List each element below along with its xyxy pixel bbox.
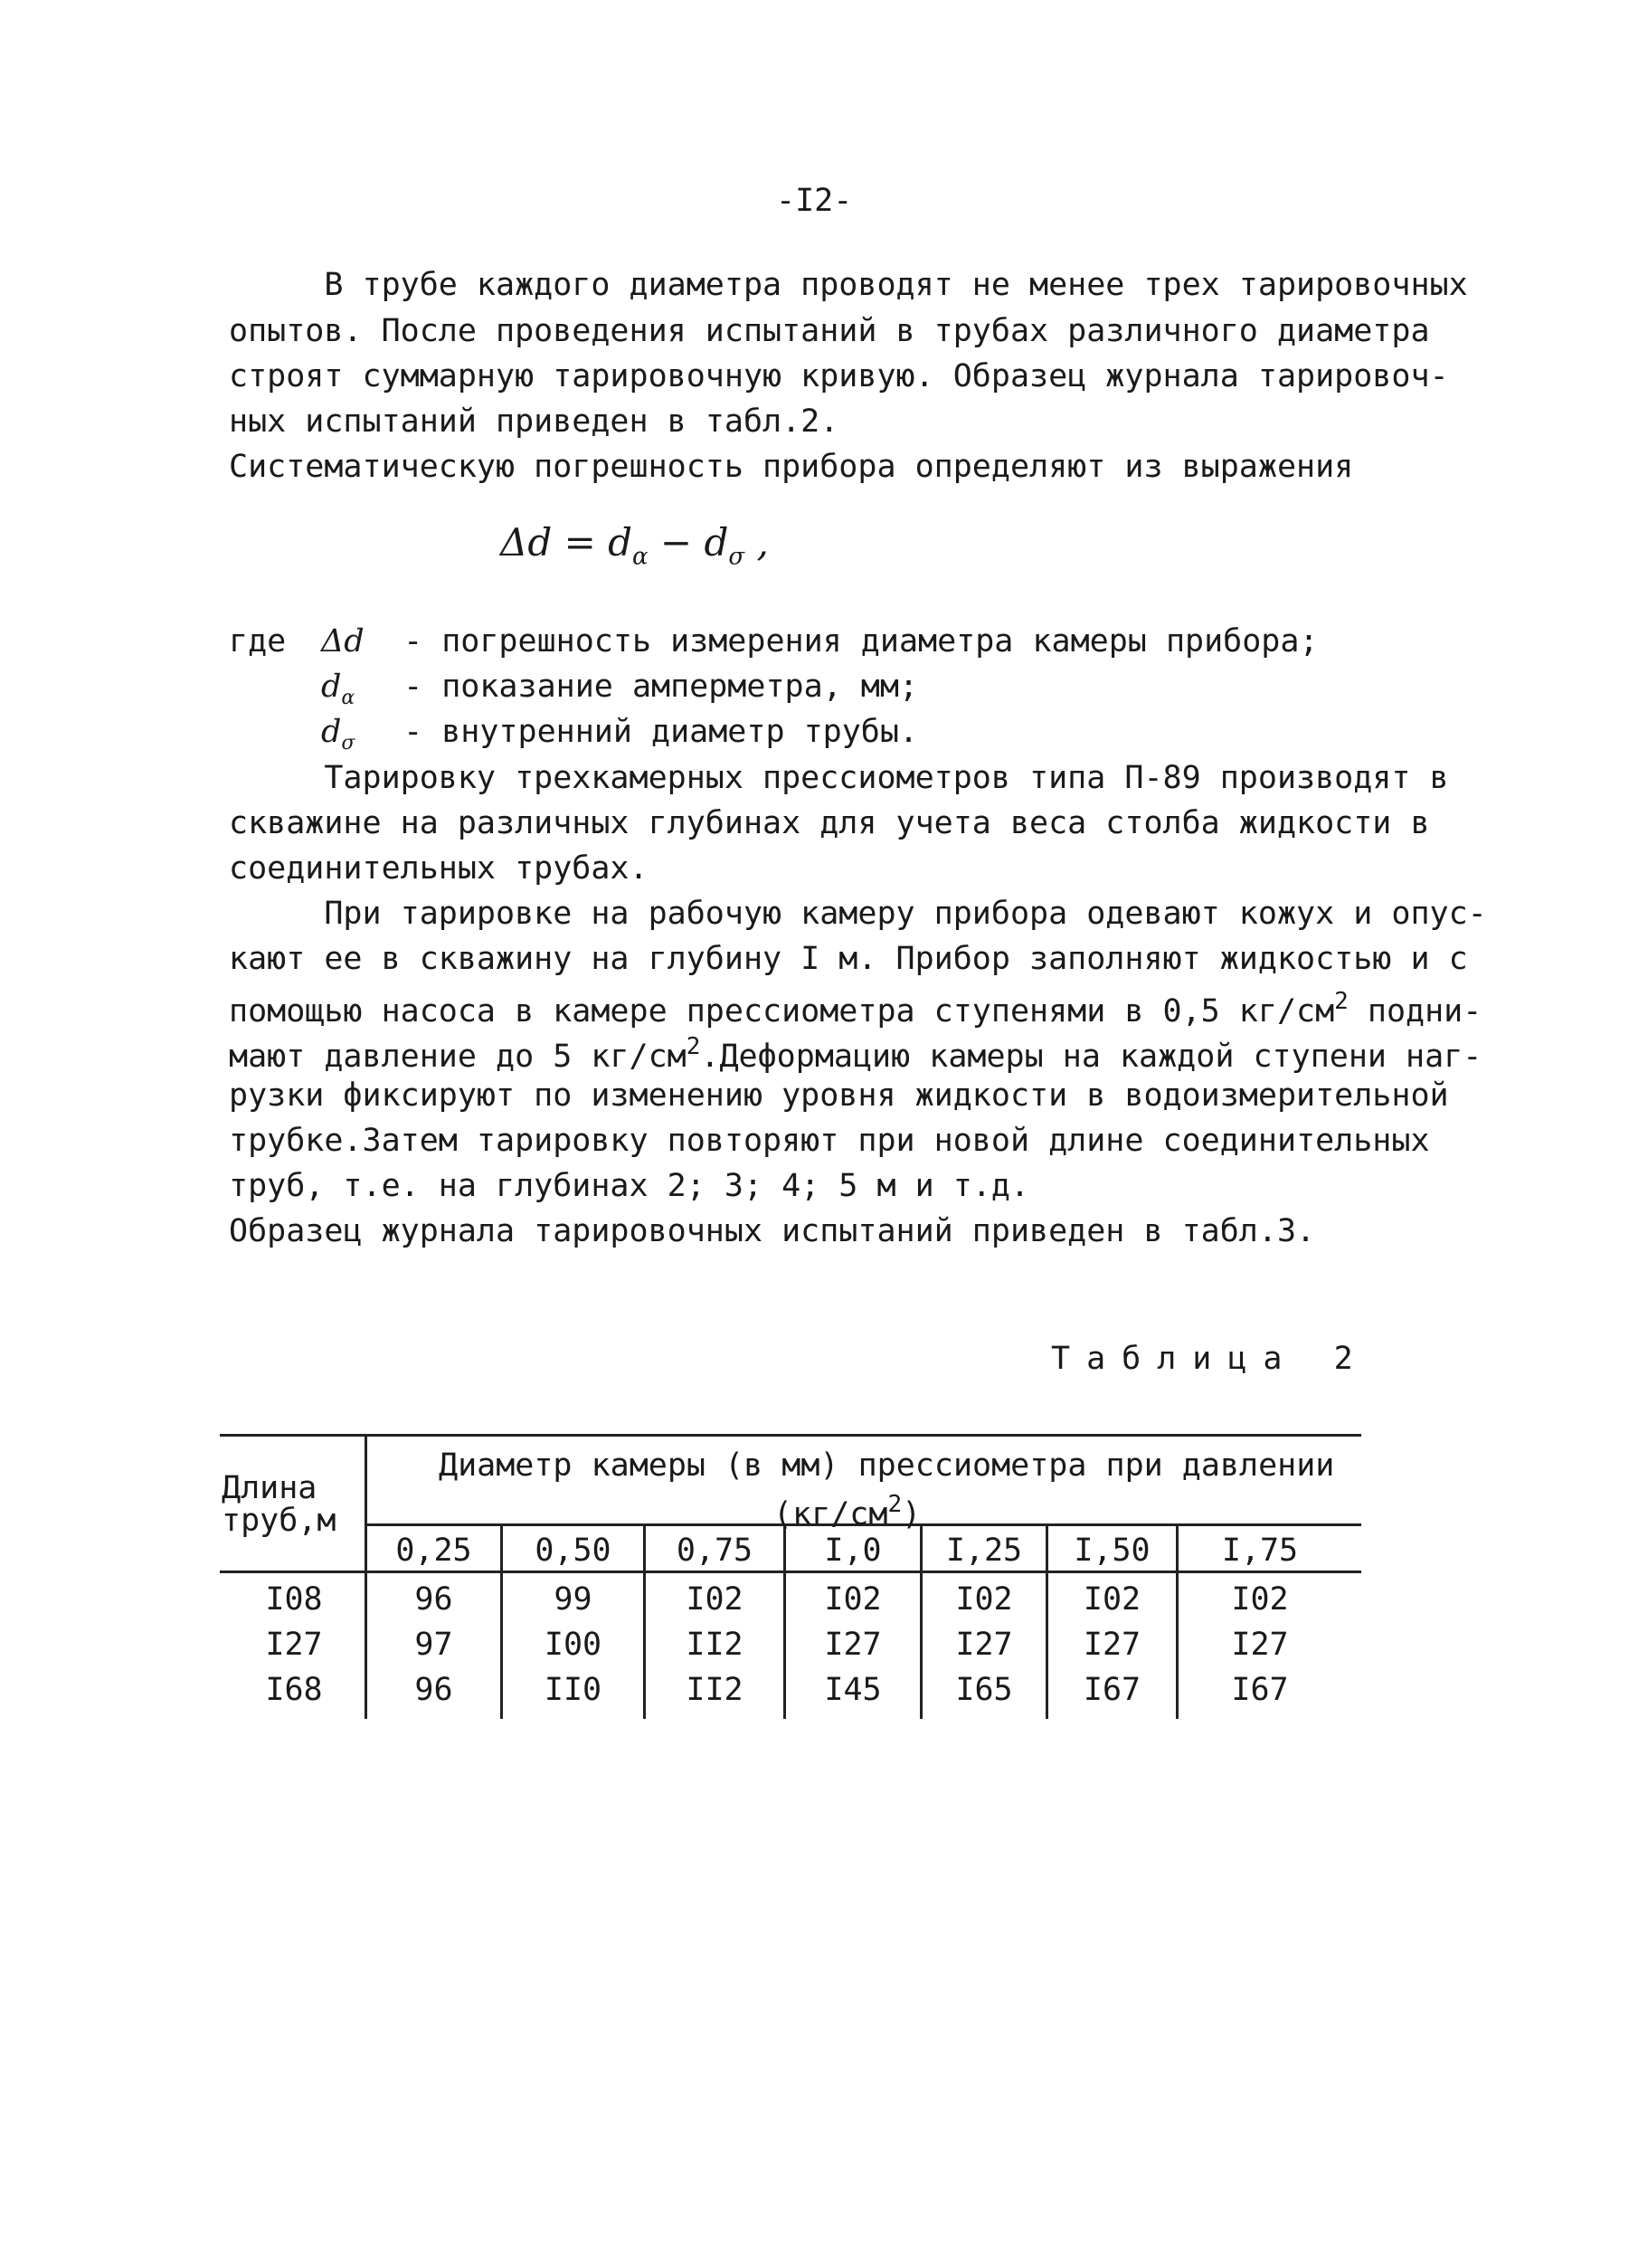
- table-cell: I02: [824, 1581, 882, 1618]
- text-line: Систематическую погрешность прибора определяют из выражения: [229, 449, 1354, 485]
- table-body-rule: [220, 1571, 1361, 1573]
- text-line: В трубе каждого диаметра проводят не менее трех тарировочных: [229, 267, 1468, 303]
- table-cell: I27: [1231, 1627, 1289, 1663]
- table-cell: I67: [1083, 1672, 1141, 1708]
- table-title: Таблица 2: [1051, 1341, 1369, 1377]
- text-line: При тарировке на рабочую камеру прибора одевают кожух и опус-: [229, 896, 1487, 932]
- table-top-rule: [220, 1434, 1361, 1437]
- row-length: I08: [265, 1581, 323, 1618]
- table-cell: I02: [955, 1581, 1013, 1618]
- text-line: соединительных трубах.: [229, 850, 649, 887]
- definition-item: $d_\sigma$ - внутренний диаметр трубы.: [321, 714, 919, 754]
- table-cell: I67: [1231, 1672, 1289, 1708]
- text-line: скважине на различных глубинах для учета веса столба жидкости в: [229, 805, 1430, 841]
- text-line: трубке.Затем тарировку повторяют при новой длине соединительных: [229, 1123, 1430, 1159]
- column-header: I,25: [945, 1533, 1023, 1569]
- table-cell: 97: [414, 1627, 453, 1663]
- column-header: 0,75: [676, 1533, 753, 1569]
- table-cell: 99: [554, 1581, 592, 1618]
- text-line: мают давление до 5 $кг/см^2.Деформацию$ камеры на каждой ступени наг-: [229, 1033, 1482, 1075]
- page-number: -I2-: [776, 183, 853, 219]
- table-cell: I65: [955, 1672, 1013, 1708]
- definition-item: $d_\alpha$ - показание амперметра, мм;: [321, 669, 919, 709]
- text-line: кают ее в скважину на глубину I м. Прибор заполняют жидкостью и с: [229, 941, 1468, 977]
- table-cell: 96: [414, 1672, 453, 1708]
- table-cell: II0: [544, 1672, 602, 1708]
- group-header-units: $(кг/см^2)$: [773, 1491, 922, 1533]
- text-line: рузки фиксируют по изменению уровня жидкости в водоизмерительной: [229, 1077, 1449, 1114]
- table-cell: II2: [686, 1672, 743, 1708]
- table-cell: I27: [955, 1627, 1013, 1663]
- text-line: труб, т.е. на глубинах 2; 3; 4; 5 м и т.д.: [229, 1168, 1030, 1204]
- row-header: труб,м: [222, 1503, 336, 1539]
- table-cell: I02: [686, 1581, 743, 1618]
- column-header: I,50: [1074, 1533, 1151, 1569]
- text-line: строят суммарную тарировочную кривую. Образец журнала тарировоч-: [229, 358, 1449, 394]
- definition-item: Δd - погрешность измерения диаметра камеры прибора;: [321, 623, 1319, 660]
- text-line: опытов. После проведения испытаний в трубах различного диаметра: [229, 313, 1430, 349]
- text-line: помощью насоса в камере прессиометра ступенями в 0,5 $кг/см^2$ подни-: [229, 988, 1482, 1030]
- row-length: I68: [265, 1672, 323, 1708]
- row-length: I27: [265, 1627, 323, 1663]
- table-cell: I27: [824, 1627, 882, 1663]
- column-header: 0,25: [395, 1533, 472, 1569]
- column-header: I,0: [824, 1533, 882, 1569]
- row-header: Длина: [222, 1470, 317, 1506]
- group-header: Диаметр камеры (в мм) прессиометра при давлении: [439, 1447, 1335, 1484]
- text-line: ных испытаний приведен в табл.2.: [229, 403, 839, 440]
- column-header: I,75: [1221, 1533, 1299, 1569]
- text-line: Образец журнала тарировочных испытаний приведен в табл.3.: [229, 1213, 1316, 1249]
- table-cell: I00: [544, 1627, 602, 1663]
- formula: $\Delta d = d_\alpha - d_\sigma$ ,: [500, 520, 769, 571]
- table-cell: I45: [824, 1672, 882, 1708]
- text-line: Тарировку трехкамерных прессиометров типа П-89 производят в: [229, 760, 1449, 796]
- table-cell: I02: [1083, 1581, 1141, 1618]
- definition-where: где: [229, 623, 287, 660]
- table-cell: 96: [414, 1581, 453, 1618]
- column-header: 0,50: [535, 1533, 611, 1569]
- table-cell: I27: [1083, 1627, 1141, 1663]
- table-cell: II2: [686, 1627, 743, 1663]
- table-cell: I02: [1231, 1581, 1289, 1618]
